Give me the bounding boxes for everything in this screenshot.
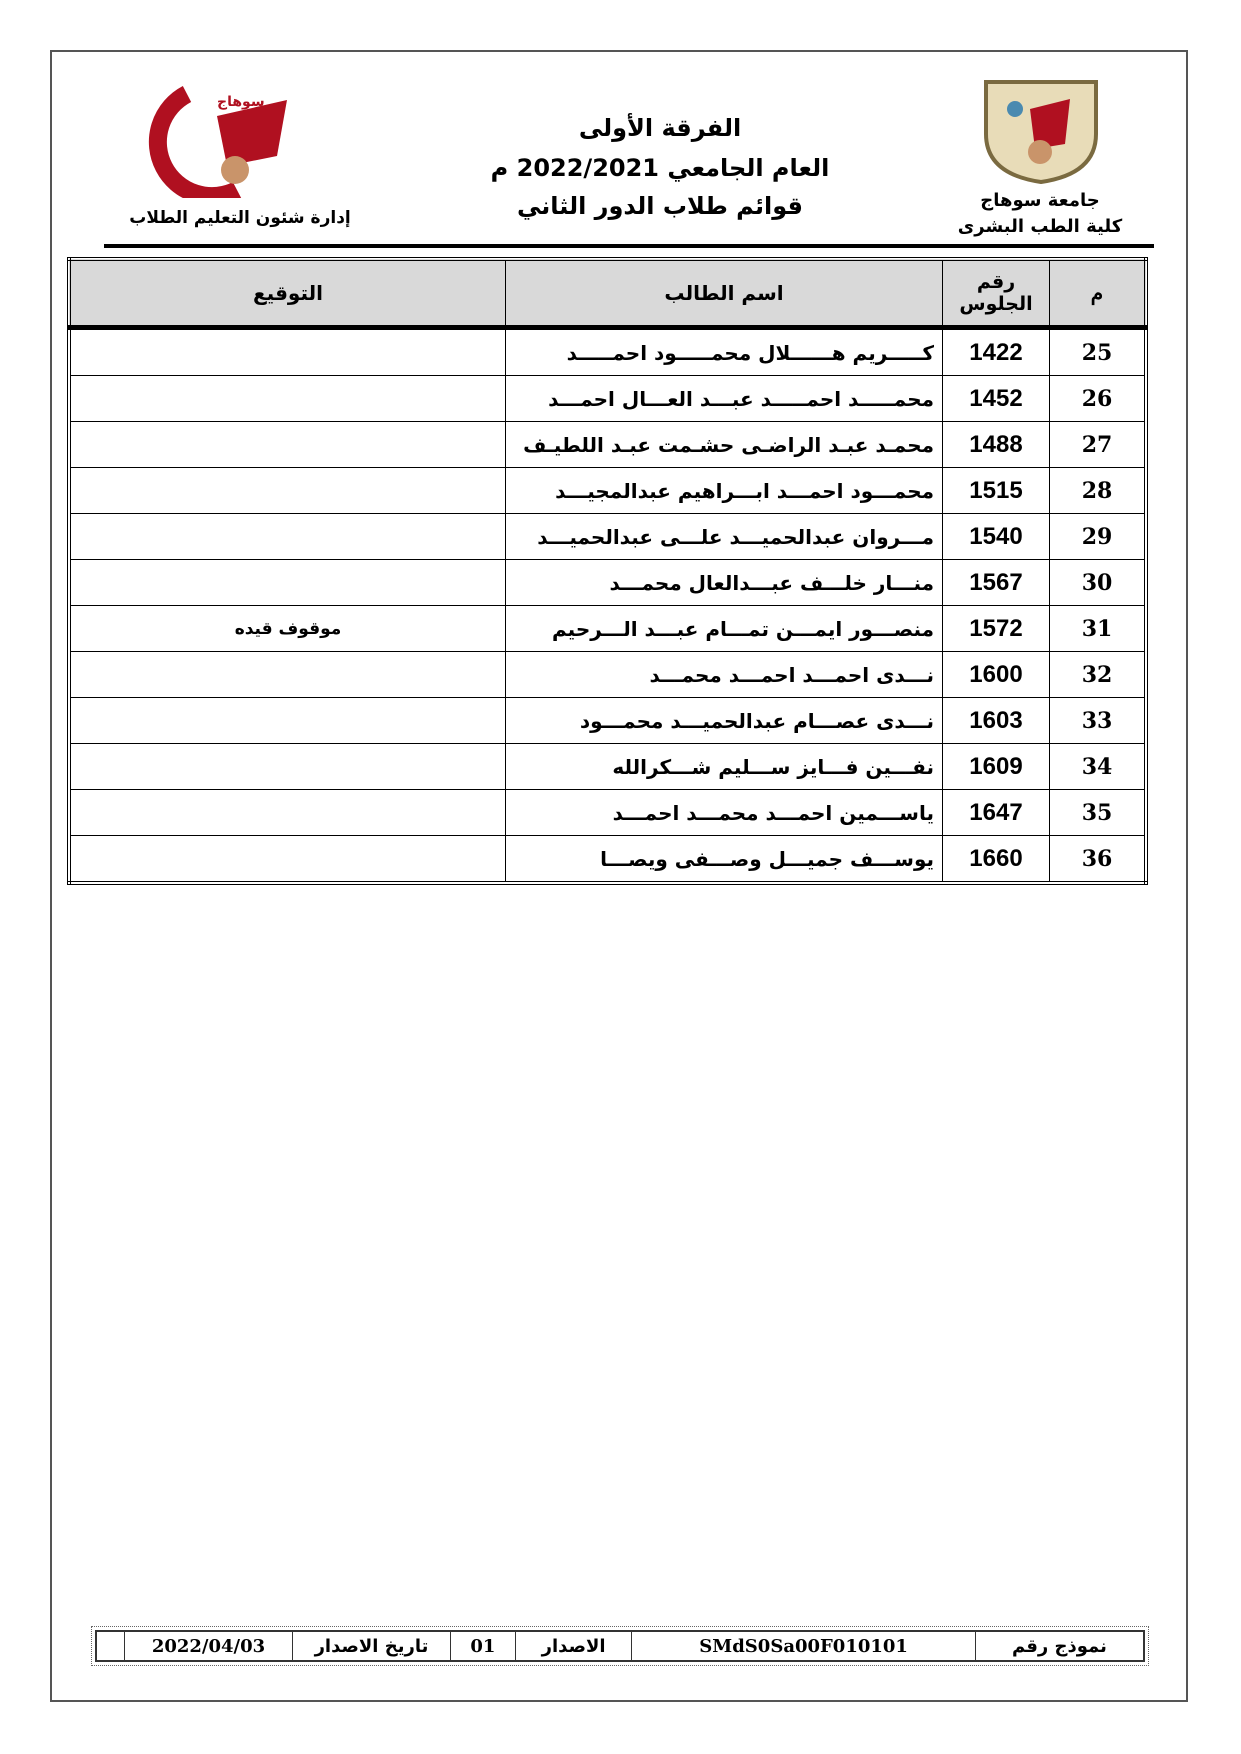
table-row [69,560,1146,606]
signature-cell [69,698,506,744]
student-name: يوســـف جميـــل وصـــفى ويصـــا [506,836,943,884]
row-index: 31 [1050,606,1147,652]
form-footer [95,1630,1145,1662]
row-index: 33 [1050,698,1147,744]
student-name: محمـــود احمـــد ابـــراهيم عبدالمجيـــد [506,468,943,514]
signature-cell [69,790,506,836]
signature-cell [69,328,506,376]
signature-cell [69,652,506,698]
student-name: منصـــور ايمـــن تمـــام عبـــد الـــرحيم [506,606,943,652]
title-list-name: قوائم طلاب الدور الثاني [516,192,803,220]
faculty-name: كلية الطب البشرى [957,216,1123,237]
row-index: 25 [1050,328,1147,376]
row-index: 28 [1050,468,1147,514]
title-year-group: الفرقة الأولى [578,114,742,142]
issue-date: 2022/04/03 [124,1631,292,1661]
header-signature: التوقيع [69,259,506,328]
title-academic-year: العام الجامعي 2022/2021 م [490,154,830,182]
seat-number: 1515 [943,468,1050,514]
seat-number: 1609 [943,744,1050,790]
student-name: مـــروان عبدالحميـــد علـــى عبدالحميـــد [506,514,943,560]
svg-text:سوهاج: سوهاج [217,94,265,110]
table-row [69,836,1146,884]
signature-cell [69,422,506,468]
student-name: محمـــــد احمـــــد عبـــد العـــال احمـــد [506,376,943,422]
header-rule [104,244,1154,248]
student-name: منـــار خلـــف عبـــدالعال محمـــد [506,560,943,606]
version-number: 01 [450,1631,515,1661]
students-table [67,257,1148,885]
table-row [69,328,1146,376]
header-seat-number: رقم الجلوس [943,259,1050,328]
row-index: 27 [1050,422,1147,468]
student-name: محمـد عبـد الراضـى حشـمت عبـد اللطيـف [506,422,943,468]
table-row [69,376,1146,422]
university-name: جامعة سوهاج [980,190,1100,211]
signature-cell [69,376,506,422]
row-index: 29 [1050,514,1147,560]
signature-cell [69,560,506,606]
form-number: SMdS0Sa00F010101 [632,1631,975,1661]
seat-number: 1647 [943,790,1050,836]
table-row [69,422,1146,468]
student-name: نـــدى احمـــد احمـــد محمـــد [506,652,943,698]
row-index: 26 [1050,376,1147,422]
issue-date-label: تاريخ الاصدار [293,1631,451,1661]
table-row [69,744,1146,790]
signature-cell [69,514,506,560]
table-row [69,652,1146,698]
header-index: م [1050,259,1147,328]
table-row [69,790,1146,836]
table-header-row [69,259,1146,328]
row-index: 35 [1050,790,1147,836]
seat-number: 1660 [943,836,1050,884]
table-row [69,514,1146,560]
table-row [69,606,1146,652]
row-index: 30 [1050,560,1147,606]
form-number-label: نموذج رقم [975,1631,1144,1661]
seat-number: 1572 [943,606,1050,652]
seat-number: 1600 [943,652,1050,698]
faculty-of-medicine-logo [117,86,307,198]
seat-number: 1567 [943,560,1050,606]
signature-cell [69,744,506,790]
student-name: نفـــين فـــايز ســـليم شـــكرالله [506,744,943,790]
table-row [69,468,1146,514]
version-label: الاصدار [515,1631,632,1661]
seat-number: 1452 [943,376,1050,422]
row-index: 32 [1050,652,1147,698]
department-name: إدارة شئون التعليم الطلاب [129,208,351,228]
signature-cell [69,468,506,514]
seat-number: 1488 [943,422,1050,468]
table-row [69,698,1146,744]
student-name: ياســـمين احمـــد محمـــد احمـــد [506,790,943,836]
signature-cell: موقوف قيده [69,606,506,652]
signature-cell [69,836,506,884]
header-student-name: اسم الطالب [506,259,943,328]
student-name: كـــــريم هــــــلال محمـــــود احمـــــد [506,328,943,376]
student-name: نـــدى عصـــام عبدالحميـــد محمـــود [506,698,943,744]
row-index: 34 [1050,744,1147,790]
seat-number: 1540 [943,514,1050,560]
row-index: 36 [1050,836,1147,884]
seat-number: 1603 [943,698,1050,744]
sohag-university-logo [980,74,1102,184]
seat-number: 1422 [943,328,1050,376]
